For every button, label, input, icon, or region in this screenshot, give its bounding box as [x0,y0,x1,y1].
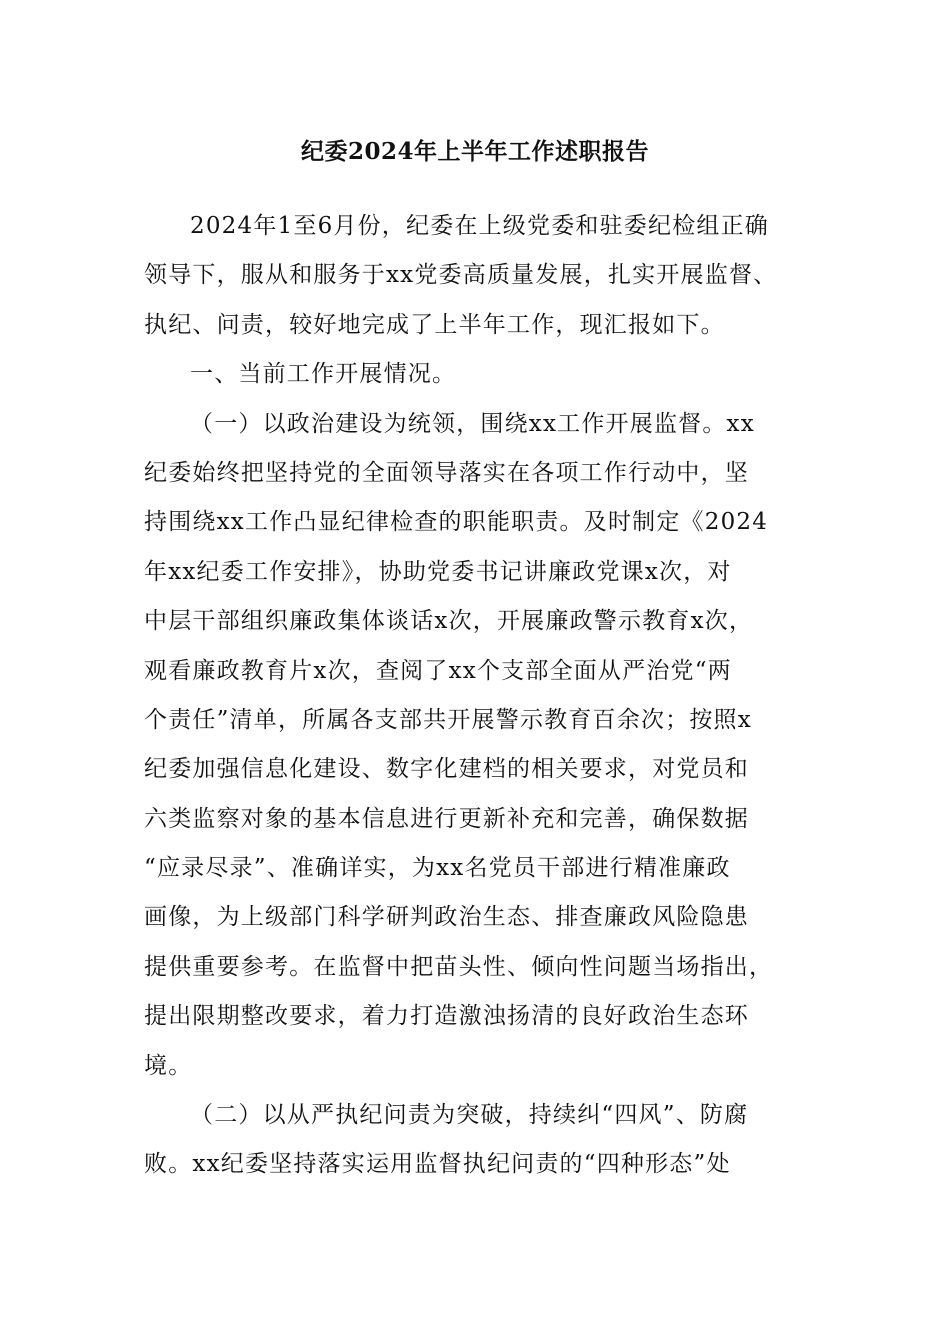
body-line: 纪委始终把坚持党的全面领导落实在各项工作行动中，坚 [144,459,749,486]
body-line: 一、当前工作开展情况。 [190,361,457,388]
body-line: 中层干部组织廉政集体谈话x次，开展廉政警示教育x次， [144,608,754,635]
body-line: （二）以从严执纪问责为突破，持续纠“四风”、防腐 [190,1102,749,1129]
body-line: 年xx纪委工作安排》，协助党委书记讲廉政党课x次，对 [144,558,732,585]
body-line: 败。xx纪委坚持落实运用监督执纪问责的“四种形态”处 [144,1151,731,1178]
body-line: 境。 [144,1052,193,1079]
body-line: 提出限期整改要求，着力打造激浊扬清的良好政治生态环 [144,1003,749,1030]
body-line: 领导下，服从和服务于xx党委高质量发展，扎实开展监督、 [144,262,778,289]
body-line: 持围绕xx工作凸显纪律检查的职能职责。及时制定《2024 [144,509,769,536]
body-line: 提供重要参考。在监督中把苗头性、倾向性问题当场指出， [144,953,774,980]
body-line: 2024年1至6月份，纪委在上级党委和驻委纪检组正确 [190,213,769,239]
body-line: 个责任”清单，所属各支部共开展警示教育百余次；按照x [144,706,752,733]
body-line: 画像，为上级部门科学研判政治生态、排查廉政风险隐患 [144,904,749,931]
document-body [144,202,814,1190]
body-line: 六类监察对象的基本信息进行更新补充和完善，确保数据 [144,805,749,832]
body-line: 执纪、问责，较好地完成了上半年工作，现汇报如下。 [144,311,725,338]
document-title: 纪委2024年上半年工作述职报告 [300,138,649,165]
body-line: （一）以政治建设为统领，围绕xx工作开展监督。xx [190,410,755,437]
body-line: “应录尽录”、准确详实，为xx名党员干部进行精准廉政 [144,855,731,882]
body-line: 观看廉政教育片x次，查阅了xx个支部全面从严治党“两 [144,657,732,684]
body-line: 纪委加强信息化建设、数字化建档的相关要求，对党员和 [144,756,749,783]
